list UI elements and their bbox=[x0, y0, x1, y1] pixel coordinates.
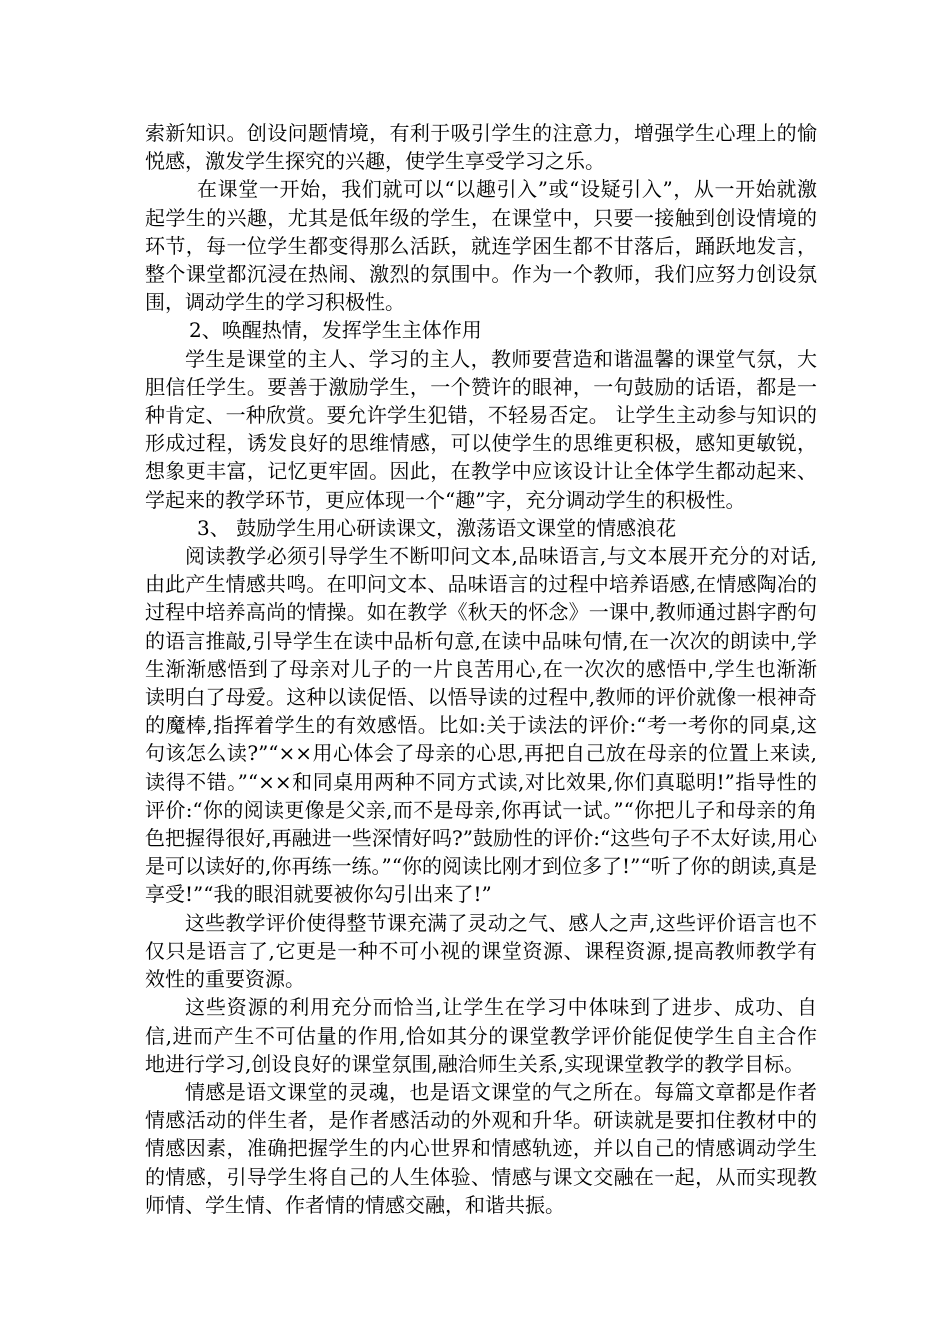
paragraph-resource-use: 这些资源的利用充分而恰当,让学生在学习中体味到了进步、成功、自信,进而产生不可估量的作用,恰如其分的课堂教学评价能促使学生自主合作地进行学习,创设良好的课堂氛围,融洽师生关系,实现课堂教学的教学目标。 bbox=[145, 995, 817, 1076]
paragraph-reading-teaching: 阅读教学必须引导学生不断叩问文本,品味语言,与文本展开充分的对话,由此产生情感共鸣。在叩问文本、品味语言的过程中培养语感,在情感陶冶的过程中培养高尚的情操。如在教学《秋天的怀念》一课中,教师通过斟字酌句的语言推敲,引导学生在读中品析句意,在读中品味句情,在一次次的朗读中,学生渐渐感悟到了母亲对儿子的一片良苦用心,在一次次的感悟中,学生也渐渐读明白了母爱。这种以读促悟、以悟导读的过程中,教师的评价就像一根神奇的魔棒,指挥着学生的有效感悟。比如:关于读法的评价:“考一考你的同桌,这句该怎么读?”“××用心体会了母亲的心思,再把自己放在母亲的位置上来读,读得不错。”“××和同桌用两种不同方式读,对比效果,你们真聪明!”指导性的评价:“你的阅读更像是父亲,而不是母亲,你再试一试。”“你把儿子和母亲的角色把握得很好,再融进一些深情好吗?”鼓励性的评价:“这些句子不太好读,用心是可以读好的,你再练一练。”“你的阅读比刚才到位多了!”“听了你的朗读,真是享受!”“我的眼泪就要被你勾引出来了!” bbox=[145, 544, 817, 907]
paragraph-evaluation-resource: 这些教学评价使得整节课充满了灵动之气、感人之声,这些评价语言也不仅只是语言了,它更是一种不可小视的课堂资源、课程资源,提高教师教学有效性的重要资源。 bbox=[145, 910, 817, 992]
section-heading-3: 3、 鼓励学生用心研读课文，激荡语文课堂的情感浪花 bbox=[197, 515, 677, 540]
paragraph-student-subject: 学生是课堂的主人、学习的主人，教师要营造和谐温馨的课堂气氛，大胆信任学生。要善于激励学生，一个赞许的眼神，一句鼓励的话语，都是一种肯定、一种欣赏。要允许学生犯错，不轻易否定。 让学生主动参与知识的形成过程，诱发良好的思维情感，可以使学生的思维更积极，感知更敏锐，想象更丰富，记忆更牢固。因此，在教学中应该设计让全体学生都动起来、学起来的教学环节，更应体现一个“趣”字，充分调动学生的积极性。 bbox=[145, 346, 817, 512]
paragraph-lesson-opening: 在课堂一开始，我们就可以“以趣引入”或“设疑引入”，从一开始就激起学生的兴趣，尤其是低年级的学生，在课堂中，只要一接触到创设情境的环节，每一位学生都变得那么活跃，就连学困生都不甘落后，踊跃地发言，整个课堂都沉浸在热闹、激烈的氛围中。作为一个教师，我们应努力创设氛围，调动学生的学习积极性。 bbox=[145, 177, 817, 315]
document-body bbox=[145, 119, 817, 1219]
section-heading-2: 2、唤醒热情，发挥学生主体作用 bbox=[189, 318, 482, 343]
paragraph-continuation: 索新知识。创设问题情境，有利于吸引学生的注意力，增强学生心理上的愉悦感，激发学生探究的兴趣，使学生享受学习之乐。 bbox=[145, 121, 817, 174]
paragraph-emotion-soul: 情感是语文课堂的灵魂，也是语文课堂的气之所在。每篇文章都是作者情感活动的伴生者，是作者感活动的外观和升华。研读就是要扣住教材中的情感因素，准确把握学生的内心世界和情感轨迹，并以自己的情感调动学生的情感，引导学生将自己的人生体验、情感与课文交融在一起，从而实现教师情、学生情、作者情的情感交融，和谐共振。 bbox=[145, 1079, 817, 1217]
